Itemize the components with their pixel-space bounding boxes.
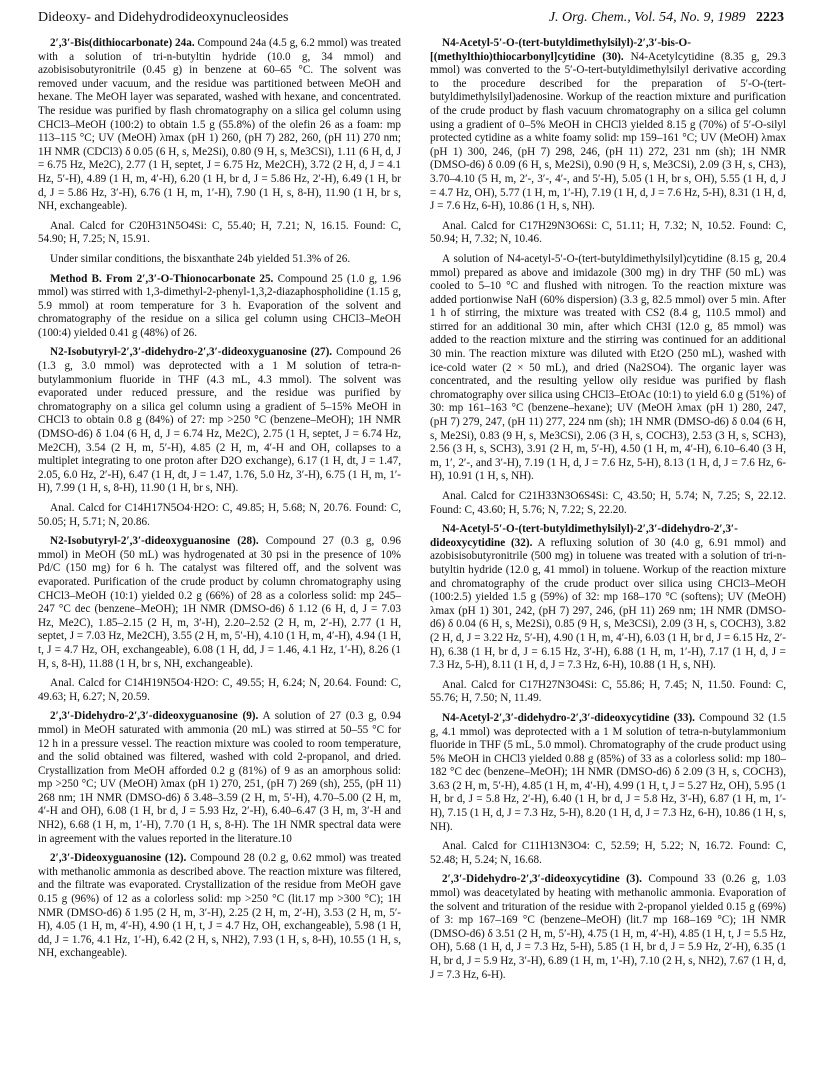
entry-body: Compound 27 (0.3 g, 0.96 mmol) in MeOH (50 mL) was hydrogenated at 30 psi in the presence of 10% Pd/C (150 mg) for 6 h. The catalyst was filtered off, and the solvent was evaporated. Purification of the crude product by column chromatography using CHCl3–MeOH (10:1) yielded 0.2 g (66%) of 28 as a colorless solid: mp 245–247 °C dec (benzene–MeOH); 1H NMR (DMSO-d6) δ 1.12 (6 H, d, J = 7.03 Hz, Me2C), 1.85–2.15 (2 H, m, 3′-H), 2.20–2.52 (2 H, m, 2′-H), 2.77 (1 H, septet, J = 7.03 Hz, Me2CH), 3.55 (2 H, m, 5′-H), 4.10 (1 H, m, 4′-H), 4.94 (1 H, t, J = 4.7 Hz, OH, exchangeable), 6.08 (1 H, dd, J = 1.46, 4.1 Hz, 1′-H), 8.26 (1 H, s, 8-H), 11.88 (1 H, br s, NH, exchangeable).: [38, 535, 401, 670]
experimental-entry: [38, 346, 401, 496]
experimental-entry: [430, 873, 786, 982]
entry-body: Compound 28 (0.2 g, 0.62 mmol) was treated with methanolic ammonia as described above. The reaction mixture was filtered, and the filtrate was evaporated. Crystallization of the residue from MeOH gave 0.15 g (96%) of 12 as a colorless solid: mp >250 °C (lit.17 mp >300 °C); 1H NMR (DMSO-d6) δ 1.95 (2 H, m, 3′-H), 2.25 (2 H, m, 2′-H), 3.53 (2 H, m, 5′-H), 4.05 (1 H, m, 4′-H), 4.90 (1 H, t, J = 4.7 Hz, OH, exchangeable), 5.98 (1 H, dd, J = 1.76, 4.1 Hz, 1′-H), 6.42 (2 H, s, NH2), 7.93 (1 H, s, 8-H), 10.55 (1 H, s, NH, exchangeable).: [38, 852, 401, 960]
entry-heading: N2-Isobutyryl-2′,3′-didehydro-2′,3′-dideoxyguanosine (27).: [50, 346, 333, 359]
entry-body: A solution of 27 (0.3 g, 0.94 mmol) in MeOH saturated with ammonia (20 mL) was stirred at 50–55 °C for 12 h in a pressure vessel. The reaction mixture was cooled to room temperature, and the solid obtained was filtered, washed with cold 2-propanol, and dried. Crystallization from MeOH afforded 0.2 g (81%) of 9 as an amorphous solid: mp >250 °C; UV (MeOH) λmax (pH 1) 270, 251, (pH 7) 269 (sh), 255, (pH 11) 268 nm; 1H NMR (DMSO-d6) δ 3.48–3.59 (2 H, m, 5′-H), 4.70–5.00 (2 H, m, 4′-H and OH), 6.08 (1 H, br d, J = 5.93 Hz, 2′-H), 6.40–6.47 (3 H, m, 3′-H and NH2), 6.68 (1 H, m, 1′-H), 7.70 (1 H, s, 8-H). The 1H NMR spectral data were in agreement with the values reported in the literature.10: [38, 710, 401, 845]
experimental-entry: [38, 710, 401, 846]
elemental-analysis: Anal. Calcd for C11H13N3O4: C, 52.59; H, 5.22; N, 16.72. Found: C, 52.48; H, 5.24; N, 16.68.: [430, 840, 786, 866]
running-head: [38, 0, 784, 26]
entry-heading: 2′,3′-Didehydro-2′,3′-dideoxyguanosine (9).: [50, 710, 259, 723]
experimental-entry: [430, 523, 786, 673]
elemental-analysis: Anal. Calcd for C17H27N3O4Si: C, 55.86; H, 7.45; N, 11.50. Found: C, 55.76; H, 7.50; N, 11.49.: [430, 678, 786, 705]
entry-heading: 2′,3′-Bis(dithiocarbonate) 24a.: [50, 37, 195, 49]
elemental-analysis: Anal. Calcd for C21H33N3O6S4Si: C, 43.50; H, 5.74; N, 7.25; S, 22.12. Found: C, 43.60; H, 5.76; N, 7.22; S, 22.20.: [430, 490, 786, 516]
entry-body: Compound 24a (4.5 g, 6.2 mmol) was treated with a solution of tri-n-butyltin hydride (10.0 g, 34 mmol) and azobisisobutyronitrile (0.45 g) in benzene at 60–65 °C. The solvent was removed under vacuum, and the residue was partitioned between MeOH and hexane. The MeOH layer was separated, washed with hexane, and concentrated. The residue was purified by flash chromatography on a silica gel column using CHCl3–MeOH (100:2) to obtain 1.5 g (55.8%) of the olefin 26 as a foam: mp 113–115 °C; UV (MeOH) λmax (pH 1) 260, (pH 7) 282, 260, (pH 11) 270 nm; 1H NMR (CDCl3) δ 0.05 (6 H, s, Me2Si), 0.80 (9 H, s, Me3CSi), 1.11 (6 H, d, J = 6.75 Hz, Me2C), 2.77 (1 H, septet, J = 6.75 Hz, Me2CH), 3.72 (2 H, d, J = 4.1 Hz, 5′-H), 4.89 (1 H, m, 4′-H), 6.20 (1 H, br d, J = 5.86 Hz, 2′-H), 6.49 (1 H, br d, J = 5.86 Hz, 3′-H), 6.76 (1 H, m, 1′-H), 7.90 (1 H, s, 8-H), 11.90 (1 H, br s, NH, exchangeable).: [38, 37, 401, 213]
entry-body: Compound 25 (1.0 g, 1.96 mmol) was stirred with 1,3-dimethyl-2-phenyl-1,3,2-diazaphospholidine (1.15 g, 5.9 mmol) at room temperature for 3 h. Evaporation of the solvent and chromatography of the residue on a silica gel column using CHCl3–MeOH (100:4) yielded 0.41 g (48%) of 26.: [38, 272, 401, 339]
entry-body: A refluxing solution of 30 (4.0 g, 6.91 mmol) and azobisisobutyronitrile (500 mg) in toluene was treated with a solution of tri-n-butyltin hydride (12.0 g, 41 mmol) in toluene. Workup of the reaction mixture and chromatography of the crude product over silica using CHCl3–MeOH (100:2.5) yielded 1.5 g (59%) of 32: mp 168–170 °C (softens); UV (MeOH) λmax (pH 1) 301, 242, (pH 7) 297, 246, (pH 11) 269 nm; 1H NMR (DMSO-d6) δ 0.04 (6 H, s, Me2Si), 0.85 (9 H, s, Me3CSi), 2.09 (3 H, s, COCH3), 3.82 (2 H, d, J = 3.22 Hz, 5′-H), 4.90 (1 H, m, 4′-H), 6.03 (1 H, br d, J = 6.15 Hz, 2′-H), 6.38 (1 H, br d, J = 6.15 Hz, 3′-H), 6.88 (1 H, m, 1′-H), 7.17 (1 H, d, J = 7.3 Hz, 5-H), 8.11 (1 H, d, J = 7.3 Hz, 6-H), 10.88 (1 H, s, NH).: [430, 536, 786, 672]
page-number: 2223: [756, 10, 784, 25]
entry-heading: N4-Acetyl-2′,3′-didehydro-2′,3′-dideoxycytidine (33).: [442, 711, 695, 724]
experimental-entry: [430, 712, 786, 834]
entry-body: Compound 32 (1.5 g, 4.1 mmol) was deprotected with a 1 M solution of tetra-n-butylammonium fluoride in THF (5 mL, 5.0 mmol). Chromatography of the crude product using 5% MeOH in CHCl3 yielded 0.88 g (85%) of 33 as a colorless solid: mp 180–182 °C dec (benzene–MeOH); 1H NMR (DMSO-d6) δ 2.09 (3 H, s, COCH3), 3.63 (2 H, m, 5′-H), 4.85 (1 H, m, 4′-H), 4.99 (1 H, t, J = 5.27 Hz, OH), 5.95 (1 H, br d, J = 5.8 Hz, 2′-H), 6.40 (1 H, br d, J = 5.8 Hz, 3′-H), 6.87 (1 H, m, 1′-H), 7.15 (1 H, d, J = 7.3 Hz, 5-H), 8.20 (1 H, d, J = 7.3 Hz, 6-H), 10.86 (1 H, s, NH).: [430, 711, 786, 833]
entry-body: Compound 33 (0.26 g, 1.03 mmol) was deacetylated by heating with methanolic ammonia. Evaporation of the solvent and trituration of the residue with 2-propanol yielded 0.15 g (69%) of 3: mp 167–169 °C (benzene–MeOH) (lit.7 mp 168–169 °C); 1H NMR (DMSO-d6) δ 3.51 (2 H, m, 5′-H), 4.75 (1 H, m, 4′-H), 4.85 (1 H, t, J = 5.5 Hz, OH), 5.68 (1 H, d, J = 7.3 Hz, 5-H), 5.85 (1 H, br d, J = 5.9 Hz, 2′-H), 6.35 (1 H, br d, J = 5.9 Hz, 3′-H), 6.89 (1 H, m, 1′-H), 7.10 (2 H, s, NH2), 7.67 (1 H, d, J = 7.3 Hz, 6-H).: [430, 873, 786, 981]
paragraph: Under similar conditions, the bisxanthate 24b yielded 51.3% of 26.: [50, 252, 351, 265]
elemental-analysis: Anal. Calcd for C14H19N5O4·H2O: C, 49.55; H, 6.24; N, 20.64. Found: C, 49.63; H, 6.27; N, 20.59.: [38, 677, 401, 703]
elemental-analysis: Anal. Calcd for C20H31N5O4Si: C, 55.40; H, 7.21; N, 16.15. Found: C, 54.90; H, 7.25; N, 15.91.: [38, 219, 401, 246]
experimental-entry: [430, 37, 786, 214]
entry-heading: 2′,3′-Didehydro-2′,3′-dideoxycytidine (3).: [442, 873, 642, 886]
experimental-entry: [38, 273, 401, 341]
entry-heading: N2-Isobutyryl-2′,3′-dideoxyguanosine (28).: [50, 535, 259, 548]
entry-heading: 2′,3′-Dideoxyguanosine (12).: [50, 852, 187, 865]
journal-name: J. Org. Chem., Vol. 54, No. 9, 1989: [548, 10, 746, 25]
right-column: [430, 37, 786, 988]
elemental-analysis: Anal. Calcd for C14H17N5O4·H2O: C, 49.85; H, 5.68; N, 20.76. Found: C, 50.05; H, 5.71; N, 20.86.: [38, 502, 401, 528]
elemental-analysis: Anal. Calcd for C17H29N3O6Si: C, 51.11; H, 7.32; N, 10.52. Found: C, 50.94; H, 7.32; N, 10.46.: [430, 219, 786, 246]
experimental-entry: [38, 852, 401, 961]
journal-citation: [549, 10, 784, 26]
left-column: [38, 37, 401, 967]
experimental-entry: [38, 37, 401, 214]
paragraph: A solution of N4-acetyl-5′-O-(tert-butyldimethylsilyl)cytidine (8.15 g, 20.4 mmol) prepared as above and imidazole (300 mg) in dry THF (50 mL) was cooled to 5–10 °C and flushed with nitrogen. To the reaction mixture was added portionwise NaH (60% dispersion) (3.3 g, 82.5 mmol) over 5 min. After 1 h of stirring, the mixture was treated with CS2 (8.4 g, 110.5 mmol) and stirred for an additional 30 min, after which CH3I (12.0 g, 85 mmol) was added to the reaction mixture and the stirring was continued for an additional 30 min. The reaction mixture was diluted with Et2O (250 mL), washed with ice-cold water (2 × 50 mL), and dried (Na2SO4). The organic layer was concentrated, and the resulting yellow oily residue was purified by flash chromatography over silica using CHCl3–EtOAc (10:1) to yield 6.0 g (51%) of 30: mp 161–163 °C (benzene–hexane); UV (MeOH λmax (pH 1) 280, 247, (pH 7) 279, 247, (pH 11) 277, 224 nm (sh); 1H NMR (DMSO-d6) δ 0.04 (6 H, s, Me2Si), 0.83 (9 H, s, Me3CSi), 2.06 (3 H, s, COCH3), 2.53 (3 H, s, SCH3), 2.56 (3 H, s, SCH3), 3.91 (2 H, m, 5′-H), 4.50 (1 H, m, 4′-H), 6.10–6.40 (3 H, m, 1′, 2′-, and 3′-H), 7.19 (1 H, d, J = 7.6 Hz, 5-H), 8.13 (1 H, d, J = 7.6 Hz, 6-H), 10.91 (1 H, s, NH).: [430, 252, 786, 483]
experimental-entry: [38, 535, 401, 671]
entry-heading: N4-Acetyl-5′-O-(tert-butyldimethylsilyl)-2′,3′-bis-O-[(methylthio)thiocarbonyl]cytidine (30).: [430, 37, 691, 63]
entry-heading: Method B. From 2′,3′-O-Thionocarbonate 25.: [50, 272, 274, 285]
entry-body: N4-Acetylcytidine (8.35 g, 29.3 mmol) was converted to the 5′-O-tert-butyldimethylsilyl derivative according to the procedure described for the preparation of 5′-O-(tert-butyldimethylsilyl)adenosine. Workup of the reaction mixture and purification of the crude product by flash vacuum chromatography on a silica gel column using a gradient of 0–5% MeOH in CHCl3 yielded 8.15 g (70%) of 5′-O-silyl protected cytidine as a white foamy solid: mp 159–161 °C; UV (MeOH) λmax (pH 1) 300, 246, (pH 7) 298, 246, (pH 11) 272, 231 nm (sh); 1H NMR (DMSO-d6) δ 0.09 (6 H, s, Me2Si), 0.90 (9 H, s, Me3CSi), 2.09 (3 H, s, CH3), 3.70–4.10 (5 H, m, 2′-, 3′-, 4′-, and 5′-H), 5.05 (1 H, br s, OH), 5.55 (1 H, d, J = 4.7 Hz, OH), 5.77 (1 H, m, 1′-H), 7.19 (1 H, d, J = 7.6 Hz, 5-H), 8.31 (1 H, d, J = 7.6 Hz, 6-H), 10.86 (1 H, s, NH).: [430, 50, 787, 213]
entry-body: Compound 26 (1.3 g, 3.0 mmol) was deprotected with a 1 M solution of tetra-n-butylammonium fluoride in THF (4.3 mL, 4.3 mmol). The solvent was evaporated under reduced pressure, and the residue was purified by chromatography on a silica gel column using a gradient of 5–15% MeOH in CHCl3 to obtain 0.8 g (84%) of 27: mp >250 °C (benzene–MeOH); 1H NMR (DMSO-d6) δ 1.04 (6 H, d, J = 6.74 Hz, Me2C), 2.75 (1 H, septet, J = 6.74 Hz, Me2CH), 3.54 (2 H, m, 5′-H), 4.85 (2 H, m, 4′-H and OH, collapses to a multiplet integrating to one proton after D2O exchange), 6.17 (1 H, dt, J = 1.47, 2.05, 6.0 Hz, 2′-H), 6.47 (1 H, dt, J = 1.47, 1.76, 5.0 Hz, 3′-H), 6.75 (1 H, m, 1′-H), 7.99 (1 H, s, 8-H), 11.90 (1 H, br s, NH).: [38, 346, 402, 495]
running-title: Dideoxy- and Didehydrodideoxynucleosides: [38, 10, 289, 25]
entry-heading: N4-Acetyl-5′-O-(tert-butyldimethylsilyl)-2′,3′-didehydro-2′,3′-dideoxycytidine (32).: [430, 523, 738, 549]
